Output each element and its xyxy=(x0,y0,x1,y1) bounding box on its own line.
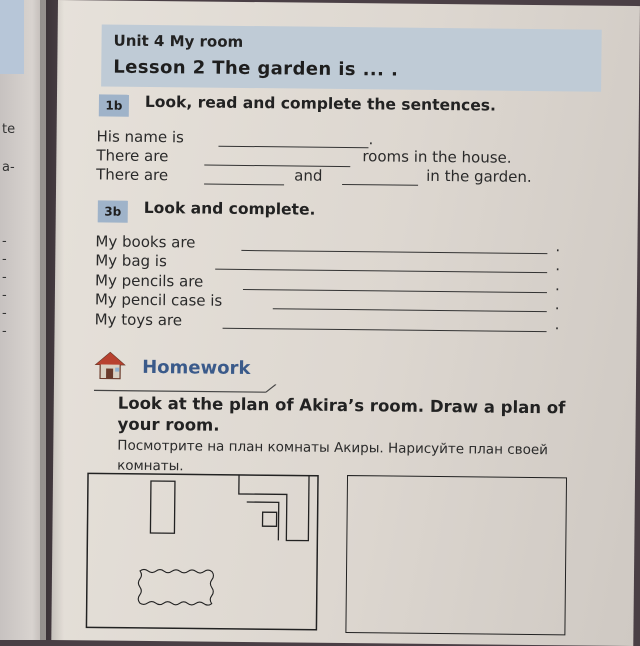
previous-page-fragment: - xyxy=(2,306,7,321)
answer-blank[interactable] xyxy=(215,269,547,273)
wardrobe-shape xyxy=(238,475,309,541)
previous-page-fragment: te xyxy=(2,122,16,137)
complete-item-3: My pencils are xyxy=(94,271,204,291)
answer-blank[interactable] xyxy=(204,184,284,186)
sentence-3-and: and xyxy=(294,166,323,185)
sentence-1-text: His name is xyxy=(96,127,184,147)
complete-item-1: My books are xyxy=(95,232,196,252)
previous-page-fragment: - xyxy=(2,252,7,267)
answer-blank[interactable] xyxy=(241,250,547,254)
rug-shape xyxy=(138,569,213,605)
answer-blank[interactable] xyxy=(204,165,350,168)
previous-page-blue-strip xyxy=(0,0,24,74)
sentence-2-rest: rooms in the house. xyxy=(362,147,512,167)
sentence-2-text: There are xyxy=(96,146,169,166)
previous-page-fragment: a- xyxy=(2,160,15,175)
complete-item-5: My toys are xyxy=(94,310,183,330)
answer-blank[interactable] xyxy=(243,289,547,293)
room-plan-drawing xyxy=(85,472,319,630)
lesson-title: Lesson 2 The garden is ... . xyxy=(113,56,399,81)
homework-instruction: Look at the plan of Akira’s room. Draw a plan of your room. xyxy=(117,393,566,435)
book-fold-shadow xyxy=(40,0,64,640)
table-shape xyxy=(263,512,277,526)
unit-title: Unit 4 My room xyxy=(113,31,244,51)
item-dot: . xyxy=(555,256,561,275)
previous-page-fragment: - xyxy=(2,234,7,249)
item-dot: . xyxy=(554,295,560,314)
homework-label: Homework xyxy=(142,356,251,380)
item-dot: . xyxy=(554,276,560,295)
previous-page-fragment: - xyxy=(2,270,7,285)
task-badge-3b: 3b xyxy=(98,200,128,222)
task-title-3b: Look and complete. xyxy=(143,198,316,219)
complete-item-4: My pencil case is xyxy=(94,290,223,310)
previous-page-fragment: - xyxy=(2,324,7,339)
house-icon xyxy=(94,350,126,380)
bed-shape xyxy=(150,481,175,533)
answer-blank[interactable] xyxy=(342,184,418,186)
task-badge-1b: 1b xyxy=(99,94,129,116)
answer-blank[interactable] xyxy=(223,328,547,332)
item-dot: . xyxy=(554,315,560,334)
sentence-3-rest: in the garden. xyxy=(426,166,532,186)
item-dot: . xyxy=(555,237,561,256)
task-title-1b: Look, read and complete the sentences. xyxy=(144,92,496,115)
previous-page-fragment: - xyxy=(2,288,7,303)
sentence-3-text: There are xyxy=(96,165,169,185)
answer-blank[interactable] xyxy=(218,146,368,149)
answer-blank[interactable] xyxy=(273,308,547,312)
drawing-area[interactable] xyxy=(345,475,567,635)
complete-item-2: My bag is xyxy=(95,251,167,271)
workbook-page xyxy=(51,0,640,646)
sentence-1-end: . xyxy=(368,130,374,149)
homework-instruction-russian: Посмотрите на план комнаты Акиры. Нарисуйте план своей комнаты. xyxy=(117,437,549,475)
